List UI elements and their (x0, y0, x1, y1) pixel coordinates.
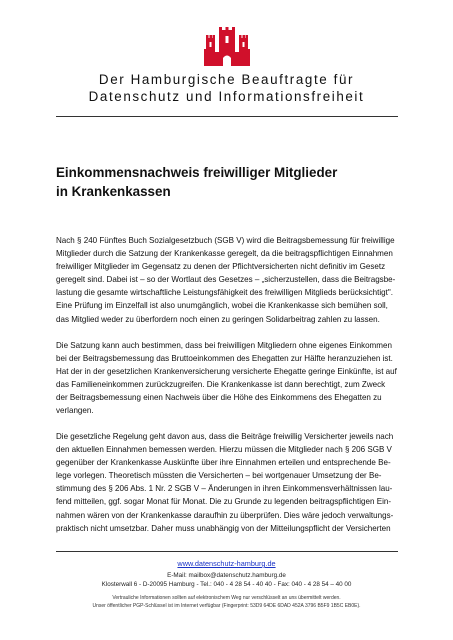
paragraph-3 (56, 430, 398, 535)
paragraph-line: der Beitragsbemessung einen Nachweis über die Höhe des Einkommens des Ehegatten zu (56, 393, 382, 403)
paragraph-line: Hat der in der gesetzlichen Krankenversicherung versicherte Ehegatte geringe Einkünfte, ist auf (56, 367, 397, 377)
paragraph-line: praktisch nicht umsetzbar. Daher muss unabhängig von der Mitteilungspflicht der Versicherten (56, 523, 391, 533)
paragraph-line: das Mitglied weder zu überfordern noch einen zu geringen Solidarbeitrag zahlen zu lassen. (56, 314, 380, 324)
paragraph-line: gegenüber der Krankenkasse Auskünfte über ihre Einnahmen erteilen und entsprechende Be- (56, 458, 391, 468)
pgp-key-note: Unser öffentlicher PGP-Schlüssel ist im Internet verfügbar (Fingerprint: 53D9 64DE 6DAD 452A 3796 B5F9 1B5C EB0E). (92, 603, 361, 609)
organization-name-line-1: Der Hamburgische Beauftragte für (98, 72, 355, 87)
title-line-1: Einkommensnachweis freiwilliger Mitglieder (56, 165, 338, 180)
paragraph-line: fend mitteilen, ggf. sogar Monat für Monat. Die zu Grunde zu legenden beitragspflichtigen Ein- (56, 497, 392, 507)
document-title (56, 163, 398, 201)
footer-divider (56, 551, 398, 552)
paragraph-line: den aktuellen Einnahmen bemessen werden. Hierzu müssen die Mitglieder nach § 206 SGB V (56, 445, 392, 455)
paragraph-1 (56, 234, 398, 326)
header-divider (56, 116, 398, 117)
paragraph-line: lastung die gesamte wirtschaftliche Leistungsfähigkeit des freiwilligen Mitglieds berücksichtigt". (56, 288, 393, 298)
paragraph-line: bei der Beitragsbemessung das Bruttoeinkommen des Ehegatten zur Hälfte heranzuziehen ist. (56, 354, 393, 364)
paragraph-line: das Familieneinkommen zurückzugreifen. Die Krankenkasse ist dann berechtigt, zum Zweck (56, 380, 386, 390)
organization-name-line-2: Datenschutz und Informationsfreiheit (88, 89, 365, 104)
paragraph-line: lege vorlegen. Theoretisch müssten die Versicherten – bei wortgenauer Umsetzung der Be- (56, 471, 382, 481)
paragraph-line: Mitglieder durch die Satzung der Krankenkasse geregelt, da die beitragspflichtigen Einnahmen (56, 249, 393, 259)
email-address: E-Mail: mailbox@datenschutz.hamburg.de (167, 572, 286, 579)
postal-address: Klosterwall 6 - D-20095 Hamburg - Tel.: 040 - 4 28 54 - 40 40 - Fax: 040 - 4 28 54 – 40 00 (101, 581, 352, 588)
paragraph-line: verlangen. (56, 406, 94, 416)
paragraph-line: Nach § 240 Fünftes Buch Sozialgesetzbuch (SGB V) wird die Beitragsbemessung für freiwillige (56, 236, 395, 245)
paragraph-line: geregelt sind. Dabei ist – so der Wortlaut des Gesetzes – „sicherzustellen, dass die Beitragsbe- (56, 275, 396, 285)
paragraph-line: Eine Prüfung im Einzelfall ist also unumgänglich, wobei die Krankenkasse sich bemühen soll, (56, 301, 388, 311)
encryption-note: Vertrauliche Informationen sollten auf elektronischem Weg nur verschlüsselt an uns übermittelt werden. (112, 595, 341, 601)
website-link[interactable]: www.datenschutz-hamburg.de (177, 559, 276, 568)
paragraph-2 (56, 339, 398, 418)
paragraph-line: freiwilliger Mitglieder im Gegensatz zu denen der Pflichtversicherten nicht definitiv im Gesetz (56, 262, 386, 272)
paragraph-line: Die gesetzliche Regelung geht davon aus, dass die Beiträge freiwillig Versicherter jeweils nach (56, 432, 394, 441)
title-line-2: in Krankenkassen (56, 184, 171, 199)
hamburg-coat-of-arms-logo (204, 22, 250, 70)
paragraph-line: Die Satzung kann auch bestimmen, dass bei freiwilligen Mitgliedern ohne eigenes Einkommen (56, 341, 392, 350)
paragraph-line: nahmen wären von der Krankenkasse daraufhin zu überprüfen. Dies wäre jedoch verwaltungs- (56, 510, 394, 520)
paragraph-line: stimmung des § 206 Abs. 1 Nr. 2 SGB V – Änderungen in ihren Einkommensverhältnissen lau- (56, 484, 393, 494)
